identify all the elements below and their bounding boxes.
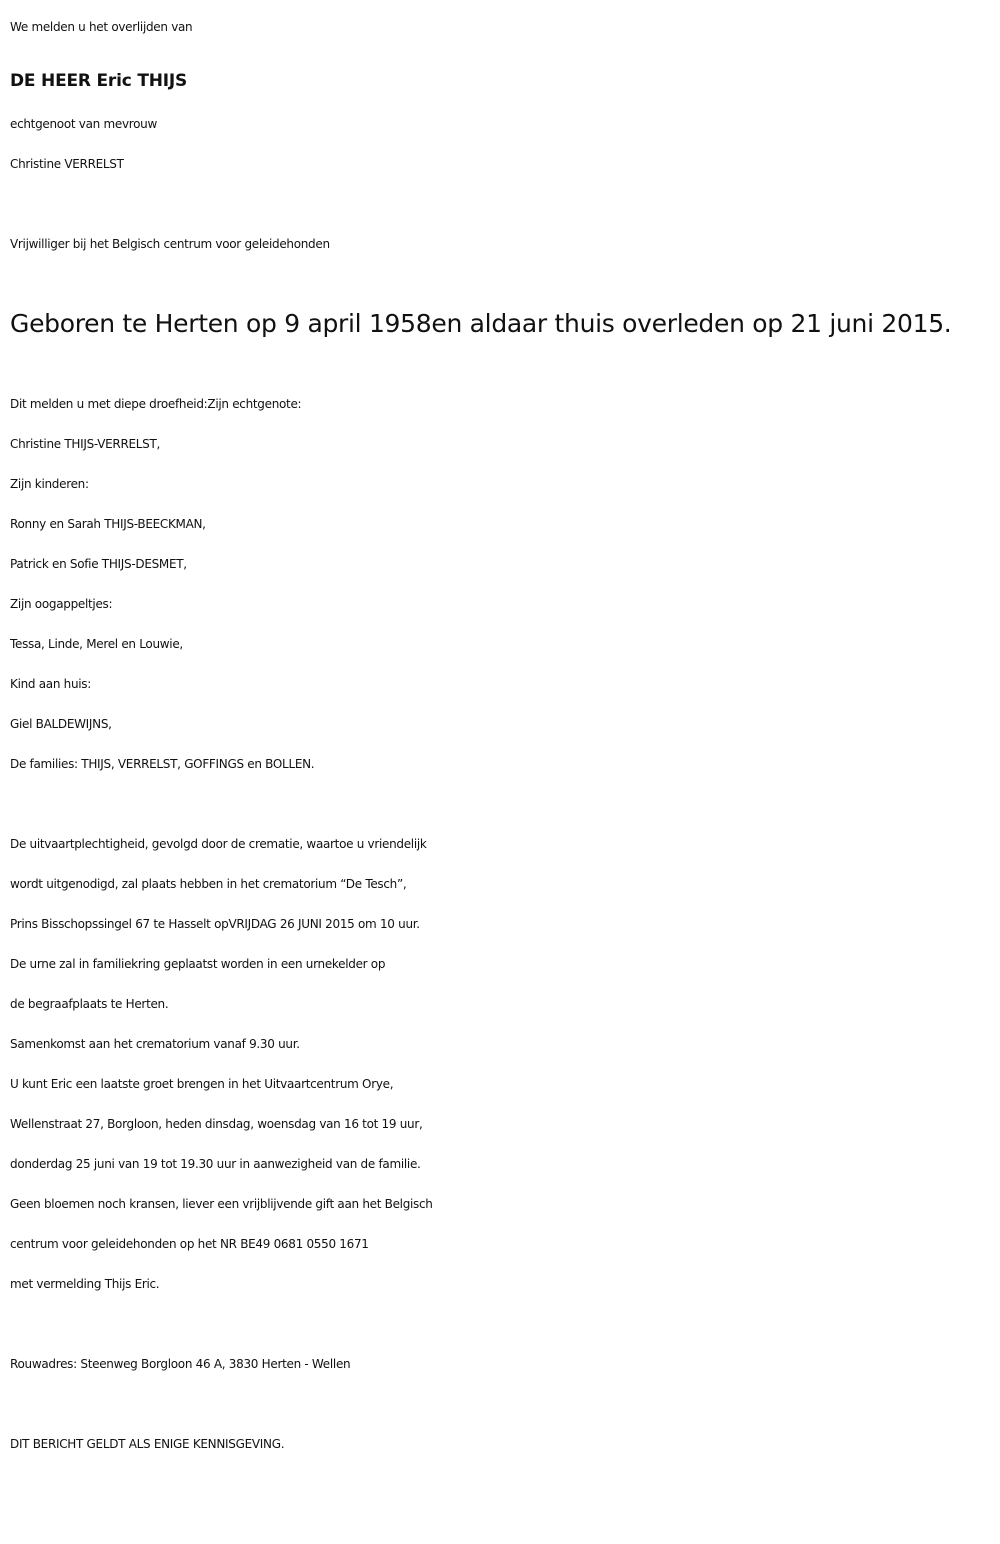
closing-text: DIT BERICHT GELDT ALS ENIGE KENNISGEVING. (10, 1437, 285, 1451)
ceremony-line: Geen bloemen noch kransen, liever een vrijblijvende gift aan het Belgisch (10, 1197, 433, 1211)
volunteer-text: Vrijwilliger bij het Belgisch centrum voor geleidehonden (10, 237, 330, 251)
family-line: Patrick en Sofie THIJS-DESMET, (10, 557, 187, 571)
spacer (10, 184, 995, 224)
family-line: Kind aan huis: (10, 677, 92, 691)
spacer (10, 1304, 995, 1344)
ceremony-line: wordt uitgenodigd, zal plaats hebben in het crematorium “De Tesch”, (10, 877, 407, 891)
spacer (10, 1384, 995, 1424)
family-line: Zijn kinderen: (10, 477, 89, 491)
spouse-name: Christine VERRELST (10, 157, 124, 171)
ceremony-line: centrum voor geleidehonden op het NR BE49 0681 0550 1671 (10, 1237, 369, 1251)
family-list (10, 384, 995, 784)
family-line: Ronny en Sarah THIJS-BEECKMAN, (10, 517, 206, 531)
ceremony-line: De uitvaartplechtigheid, gevolgd door de crematie, waartoe u vriendelijk (10, 837, 427, 851)
family-line: De families: THIJS, VERRELST, GOFFINGS en BOLLEN. (10, 757, 315, 771)
intro-text: We melden u het overlijden van (10, 20, 193, 34)
ceremony-line: Samenkomst aan het crematorium vanaf 9.30 uur. (10, 1037, 300, 1051)
family-line: Dit melden u met diepe droefheid:Zijn echtgenote: (10, 397, 302, 411)
family-line: Giel BALDEWIJNS, (10, 717, 112, 731)
ceremony-line: U kunt Eric een laatste groet brengen in het Uitvaartcentrum Orye, (10, 1077, 394, 1091)
deceased-name: DE HEER Eric THIJS (10, 71, 188, 91)
ceremony-line: Prins Bisschopssingel 67 te Hasselt opVRIJDAG 26 JUNI 2015 om 10 uur. (10, 917, 420, 931)
family-line: Zijn oogappeltjes: (10, 597, 113, 611)
ceremony-line: donderdag 25 juni van 19 tot 19.30 uur in aanwezigheid van de familie. (10, 1157, 421, 1171)
ceremony-line: de begraafplaats te Herten. (10, 997, 169, 1011)
ceremony-line: Wellenstraat 27, Borgloon, heden dinsdag, woensdag van 16 tot 19 uur, (10, 1117, 423, 1131)
ceremony-details (10, 824, 995, 1304)
mourning-address: Rouwadres: Steenweg Borgloon 46 A, 3830 Herten - Wellen (10, 1357, 351, 1371)
spacer (10, 264, 995, 304)
family-line: Tessa, Linde, Merel en Louwie, (10, 637, 183, 651)
family-line: Christine THIJS-VERRELST, (10, 437, 161, 451)
ceremony-line: met vermelding Thijs Eric. (10, 1277, 160, 1291)
ceremony-line: De urne zal in familiekring geplaatst worden in een urnekelder op (10, 957, 386, 971)
death-notice (10, 7, 995, 1464)
birth-death-text: Geboren te Herten op 9 april 1958en aldaar thuis overleden op 21 juni 2015. (10, 309, 952, 338)
spacer (10, 344, 995, 384)
relation-text: echtgenoot van mevrouw (10, 117, 157, 131)
spacer (10, 784, 995, 824)
